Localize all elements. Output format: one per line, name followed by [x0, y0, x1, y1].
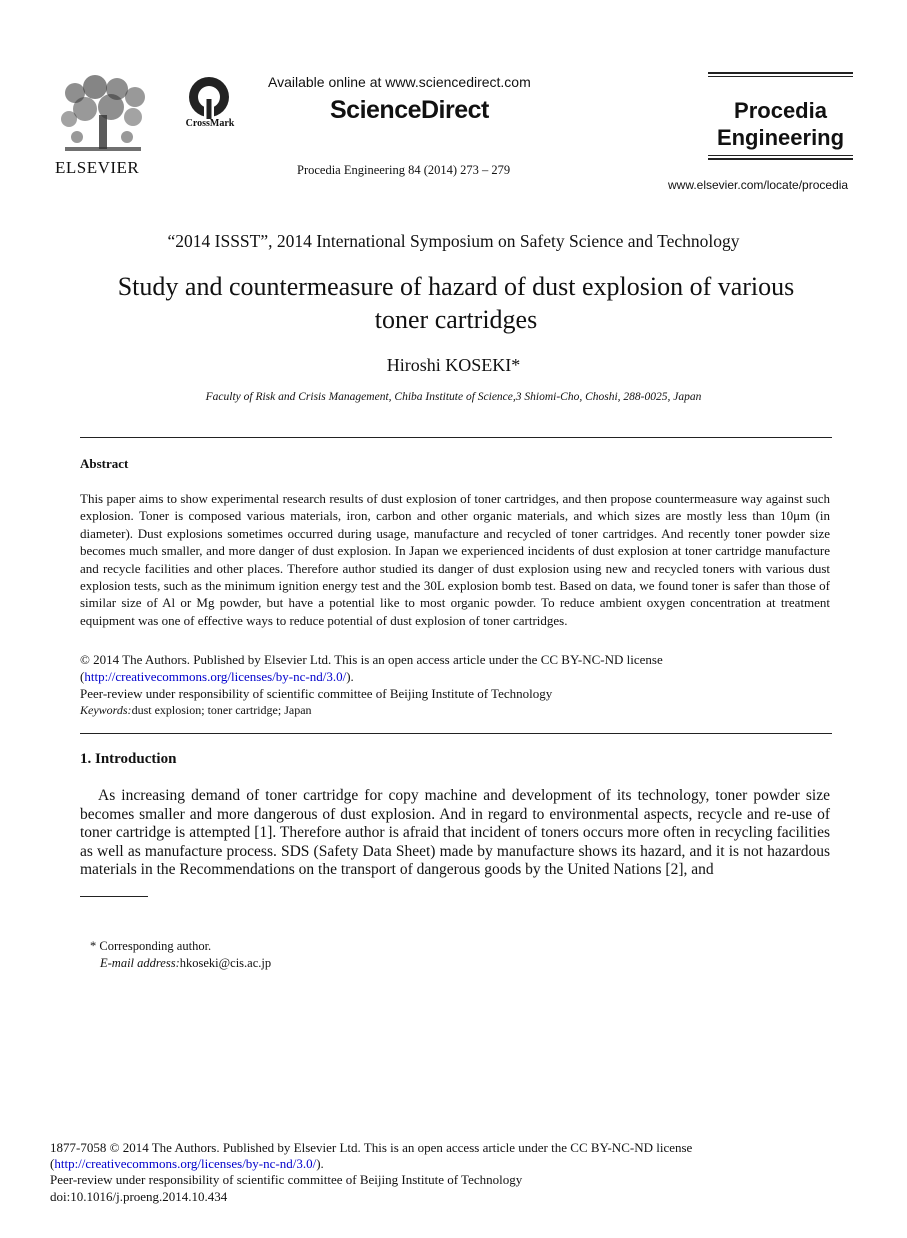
email-label: E-mail address: — [100, 956, 180, 970]
divider-bottom — [80, 733, 832, 734]
crossmark-label: CrossMark — [185, 118, 235, 129]
journal-name — [708, 77, 853, 155]
email-address[interactable]: hkoseki@cis.ac.jp — [179, 956, 272, 970]
section-heading-introduction: 1. Introduction — [80, 751, 177, 767]
publisher-name: ELSEVIER — [55, 158, 140, 177]
license-link[interactable]: http://creativecommons.org/licenses/by-nc-nd/3.0/ — [84, 669, 347, 684]
article-title-line1: Study and countermeasure of hazard of dust explosion of various — [117, 272, 795, 301]
journal-title-box — [708, 72, 853, 160]
footer-copyright: 1877-7058 © 2014 The Authors. Published by Elsevier Ltd. This is an open access article under the CC BY-NC-ND license — [50, 1140, 693, 1155]
abstract-body: This paper aims to show experimental research results of dust explosion of toner cartridges, and then propose countermeasure way against such explosion. Toner is composed various materials, iron, carbon and other organic materials, and which sizes are mostly less than 10μm (in diameter). Dust explosions sometimes occurred during usage, manufacture and recycled of toner cartridges. And recently toner powder size becomes much smaller, and more danger of dust explosion. In Japan we experienced incidents of dust explosion at toner cartridge manufacture and recycle facilities and other places. Therefore author studied its danger of dust explosion using new and recycled toners with various dust explosion tests, such as the minimum ignition energy test and the 30L explosion bomb test. Based on data, we found toner is safer than those of similar size of Al or Mg powder, but have a potential like to most organic powder. To reduce ambient oxygen concentration at treatment equipment was one of effective ways to reduce potential of dust explosion of toner cartridges. — [80, 491, 830, 628]
keywords-label: Keywords: — [80, 703, 132, 717]
copyright-line: © 2014 The Authors. Published by Elsevier Ltd. This is an open access article under the CC BY-NC-ND license — [80, 652, 663, 667]
available-online-text: Available online at www.sciencedirect.com — [268, 74, 531, 90]
peer-review-line: Peer-review under responsibility of scientific committee of Beijing Institute of Technology — [80, 686, 553, 701]
divider-top — [80, 437, 832, 438]
footnote-rule — [80, 896, 148, 897]
sciencedirect-logo-text[interactable]: ScienceDirect — [330, 96, 489, 124]
keywords-value: dust explosion; toner cartridge; Japan — [131, 703, 312, 717]
license-link-line: (http://creativecommons.org/licenses/by-nc-nd/3.0/). — [80, 669, 354, 684]
email-note — [100, 956, 271, 971]
journal-name-line2: Engineering — [716, 125, 845, 150]
journal-url[interactable]: www.elsevier.com/locate/procedia — [668, 178, 849, 192]
article-title-line2: toner cartridges — [374, 305, 538, 334]
journal-name-line1: Procedia — [734, 98, 827, 123]
symposium-line: “2014 ISSST”, 2014 International Symposium on Safety Science and Technology — [167, 231, 740, 251]
footer-doi[interactable]: doi:10.1016/j.proeng.2014.10.434 — [50, 1188, 228, 1204]
author-affiliation: Faculty of Risk and Crisis Management, Chiba Institute of Science,3 Shiomi-Cho, Choshi, 288-0025, Japan — [205, 391, 702, 403]
keywords-line — [80, 703, 312, 718]
introduction-body: As increasing demand of toner cartridge for copy machine and development of its technology, toner powder size becomes smaller and more dangerous of dust explosion. And in regard to environmental aspects, recycle and re-use of toner cartridge is attempted [1]. Therefore author is afraid that incident of toners occurs more often in recycling facilities as well as manufacture process. SDS (Safety Data Sheet) made by manufacture shows its hazard, and it is not hazardous materials in the Recommendations on the transport of dangerous goods by the United Nations [2], and — [80, 787, 830, 878]
author-name: Hiroshi KOSEKI* — [386, 355, 521, 375]
footer-license-line: (http://creativecommons.org/licenses/by-nc-nd/3.0/). — [50, 1156, 324, 1172]
footer-license-link[interactable]: http://creativecommons.org/licenses/by-nc-nd/3.0/ — [54, 1156, 317, 1172]
journal-reference: Procedia Engineering 84 (2014) 273 – 279 — [297, 163, 511, 177]
page-footer — [50, 1140, 830, 1205]
article-title — [80, 270, 832, 336]
abstract-license-block — [80, 651, 830, 702]
footer-peer-review: Peer-review under responsibility of scientific committee of Beijing Institute of Technology — [50, 1172, 523, 1188]
corresponding-author-note: * Corresponding author. — [90, 939, 212, 953]
abstract-heading: Abstract — [80, 456, 129, 471]
